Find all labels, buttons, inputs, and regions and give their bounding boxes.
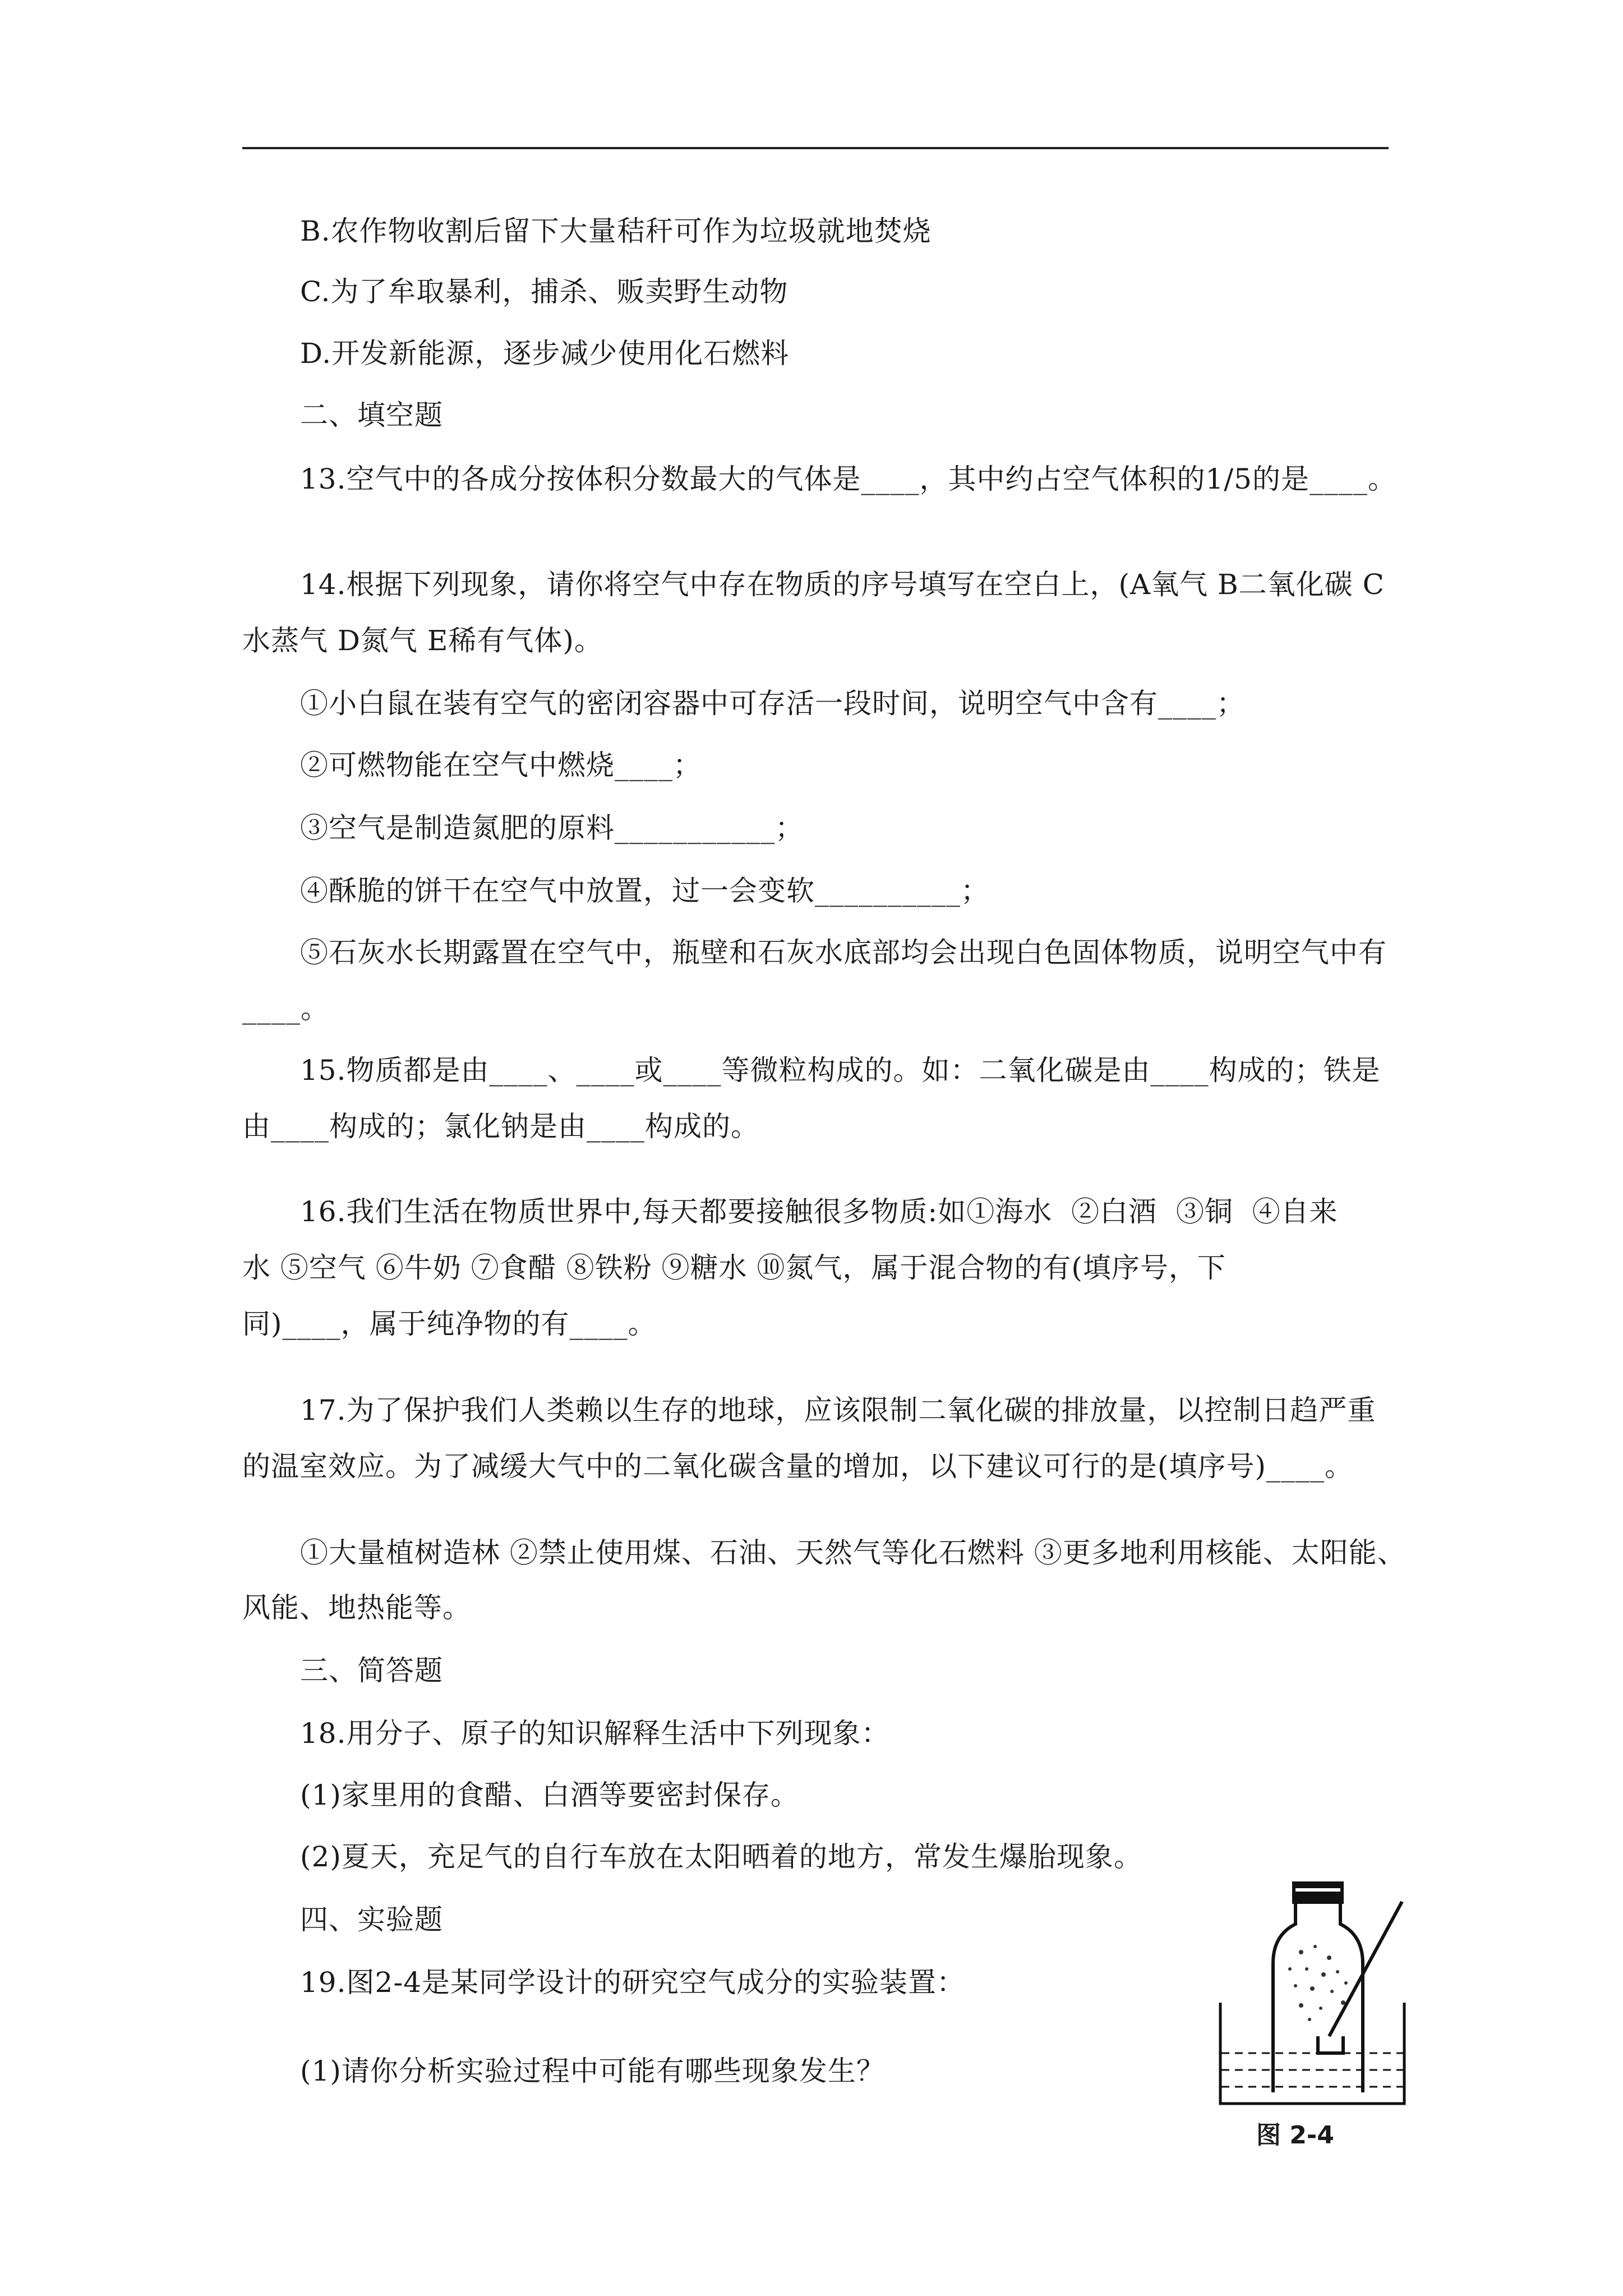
option-b: B.农作物收割后留下大量秸秆可作为垃圾就地焚烧 (300, 215, 932, 247)
question-13: 13.空气中的各成分按体积分数最大的气体是____，其中约占空气体积的1/5的是____。 (300, 463, 1396, 495)
question-14-line-1: 14.根据下列现象，请你将空气中存在物质的序号填写在空白上，(A氧气 B二氧化碳 C (300, 568, 1385, 601)
combustion-spoon-cup (1318, 2036, 1343, 2053)
question-18-item-2: (2)夏天，充足气的自行车放在太阳晒着的地方，常发生爆胎现象。 (300, 1841, 1142, 1873)
question-15-line-2: 由____构成的；氯化钠是由____构成的。 (242, 1110, 759, 1143)
question-14-item-2: ②可燃物能在空气中燃烧____； (300, 749, 702, 781)
question-17-line-1: 17.为了保护我们人类赖以生存的地球，应该限制二氧化碳的排放量，以控制日趋严重 (300, 1394, 1376, 1427)
figure-caption: 图 2-4 (1256, 2121, 1334, 2150)
stopper (1292, 1881, 1344, 1904)
header-rule (242, 147, 1389, 149)
question-18: 18.用分子、原子的知识解释生活中下列现象： (300, 1717, 890, 1750)
option-c: C.为了牟取暴利，捕杀、贩卖野生动物 (300, 275, 789, 308)
question-14-item-5-line-2: ____。 (242, 992, 329, 1025)
question-14-item-1: ①小白鼠在装有空气的密闭容器中可存活一段时间，说明空气中含有____； (300, 687, 1245, 720)
question-19: 19.图2-4是某同学设计的研究空气成分的实验装置： (300, 1966, 966, 1999)
question-16-line-1: 16.我们生活在物质世界中,每天都要接触很多物质:如①海水 ②白酒 ③铜 ④自来 (300, 1195, 1338, 1228)
question-14-item-3: ③空气是制造氮肥的原料___________； (300, 812, 804, 844)
question-15-line-1: 15.物质都是由____、____或____等微粒构成的。如：二氧化碳是由____构成的；铁是 (300, 1054, 1381, 1087)
question-16-line-3: 同)____，属于纯净物的有____。 (242, 1308, 657, 1340)
question-14-item-5-line-1: ⑤石灰水长期露置在空气中，瓶壁和石灰水底部均会出现白色固体物质，说明空气中有 (300, 936, 1387, 969)
question-14-item-4: ④酥脆的饼干在空气中放置，过一会变软__________； (300, 875, 989, 907)
question-17-options-line-1: ①大量植树造林 ②禁止使用煤、石油、天然气等化石燃料 ③更多地利用核能、太阳能、 (300, 1536, 1406, 1569)
smoke-particles (1288, 1945, 1348, 2021)
section-fill-blank-heading: 二、填空题 (300, 399, 443, 431)
question-19-item-1: (1)请你分析实验过程中可能有哪些现象发生？ (300, 2055, 885, 2087)
question-14-line-2: 水蒸气 D氮气 E稀有气体)。 (242, 624, 603, 657)
section-short-answer-heading: 三、简答题 (300, 1654, 443, 1687)
question-17-options-line-2: 风能、地热能等。 (242, 1591, 471, 1624)
section-experiment-heading: 四、实验题 (300, 1903, 443, 1936)
option-d: D.开发新能源，逐步减少使用化石燃料 (300, 337, 790, 370)
apparatus-figure (1217, 1868, 1408, 2126)
stopper-band (1295, 1888, 1340, 1892)
question-17-line-2: 的温室效应。为了减缓大气中的二氧化碳含量的增加，以下建议可行的是(填序号)____。 (242, 1450, 1354, 1483)
question-16-line-2: 水 ⑤空气 ⑥牛奶 ⑦食醋 ⑧铁粉 ⑨糖水 ⑩氮气，属于混合物的有(填序号，下 (242, 1251, 1226, 1284)
question-18-item-1: (1)家里用的食醋、白酒等要密封保存。 (300, 1779, 799, 1811)
